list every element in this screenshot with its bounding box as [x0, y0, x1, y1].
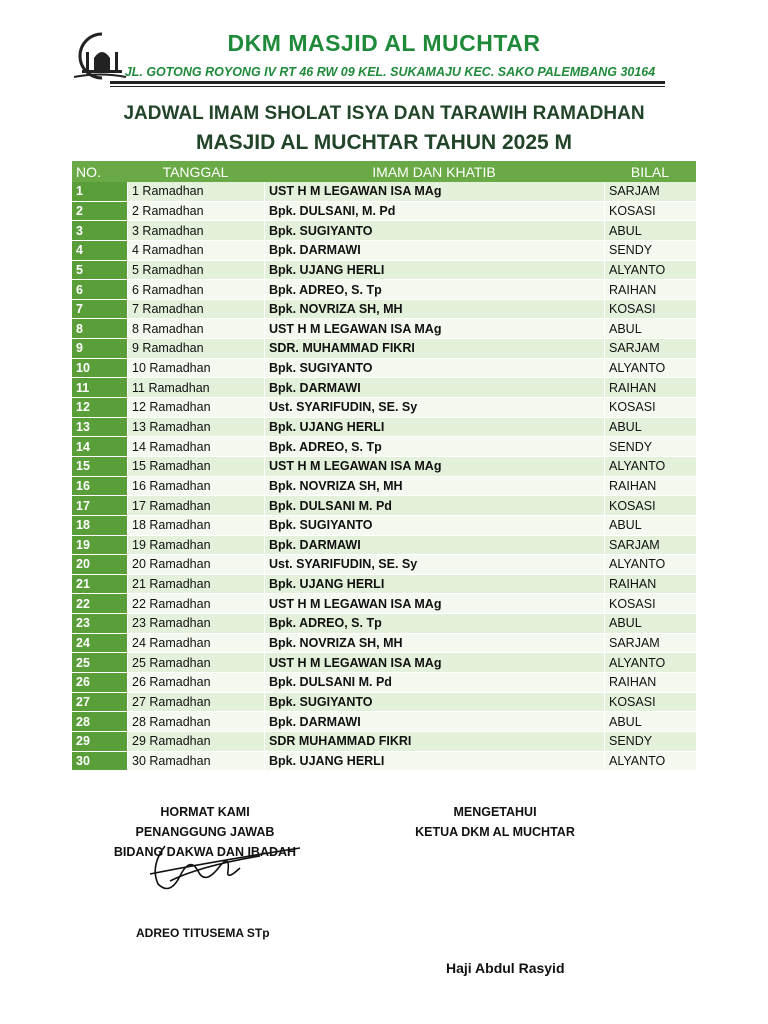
table-row	[72, 634, 696, 654]
table-row	[72, 653, 696, 673]
signature-block-right	[395, 802, 595, 842]
imam-cell: UST H M LEGAWAN ISA MAg	[264, 319, 604, 339]
imam-cell: Bpk. SUGIYANTO	[264, 516, 604, 536]
imam-cell: Bpk. UJANG HERLI	[264, 261, 604, 281]
table-row	[72, 536, 696, 556]
date-cell: 7 Ramadhan	[127, 300, 264, 320]
row-number-cell: 27	[72, 693, 127, 713]
row-number-cell: 25	[72, 653, 127, 673]
bilal-cell: RAIHAN	[604, 575, 696, 595]
bilal-cell: SARJAM	[604, 339, 696, 359]
header-rule-thin	[110, 86, 665, 87]
imam-cell: UST H M LEGAWAN ISA MAg	[264, 457, 604, 477]
header-rule-thick	[110, 81, 665, 84]
bilal-cell: SENDY	[604, 732, 696, 752]
imam-cell: Bpk. DARMAWI	[264, 241, 604, 261]
date-cell: 22 Ramadhan	[127, 594, 264, 614]
imam-cell: Bpk. SUGIYANTO	[264, 359, 604, 379]
greeting-text: HORMAT KAMI	[160, 805, 250, 819]
table-header-row	[72, 161, 696, 182]
bilal-cell: RAIHAN	[604, 280, 696, 300]
date-cell: 20 Ramadhan	[127, 555, 264, 575]
table-row	[72, 673, 696, 693]
date-cell: 2 Ramadhan	[127, 202, 264, 222]
date-cell: 8 Ramadhan	[127, 319, 264, 339]
bilal-cell: ABUL	[604, 418, 696, 438]
column-header-imam: IMAM DAN KHATIB	[264, 161, 604, 182]
imam-cell: Bpk. NOVRIZA SH, MH	[264, 634, 604, 654]
date-cell: 5 Ramadhan	[127, 261, 264, 281]
imam-cell: Bpk. NOVRIZA SH, MH	[264, 300, 604, 320]
row-number-cell: 10	[72, 359, 127, 379]
table-row	[72, 378, 696, 398]
row-number-cell: 1	[72, 182, 127, 202]
row-number-cell: 29	[72, 732, 127, 752]
row-number-cell: 17	[72, 496, 127, 516]
bilal-cell: KOSASI	[604, 594, 696, 614]
bilal-cell: ALYANTO	[604, 261, 696, 281]
date-cell: 23 Ramadhan	[127, 614, 264, 634]
column-header-bilal: BILAL	[604, 161, 696, 182]
date-cell: 16 Ramadhan	[127, 477, 264, 497]
imam-cell: Bpk. DULSANI M. Pd	[264, 673, 604, 693]
acknowledgement-text: MENGETAHUI	[453, 805, 537, 819]
table-row	[72, 261, 696, 281]
bilal-cell: ALYANTO	[604, 359, 696, 379]
table-row	[72, 555, 696, 575]
bilal-cell: SENDY	[604, 241, 696, 261]
bilal-cell: RAIHAN	[604, 477, 696, 497]
table-row	[72, 202, 696, 222]
date-cell: 11 Ramadhan	[127, 378, 264, 398]
signer-department: BIDANG DAKWA DAN IBADAH	[113, 845, 297, 859]
imam-cell: Ust. SYARIFUDIN, SE. Sy	[264, 555, 604, 575]
date-cell: 6 Ramadhan	[127, 280, 264, 300]
imam-cell: Bpk. ADREO, S. Tp	[264, 437, 604, 457]
row-number-cell: 4	[72, 241, 127, 261]
row-number-cell: 28	[72, 712, 127, 732]
table-row	[72, 182, 696, 202]
bilal-cell: SARJAM	[604, 182, 696, 202]
imam-cell: SDR MUHAMMAD FIKRI	[264, 732, 604, 752]
date-cell: 24 Ramadhan	[127, 634, 264, 654]
row-number-cell: 16	[72, 477, 127, 497]
row-number-cell: 22	[72, 594, 127, 614]
signer-name-right: Haji Abdul Rasyid	[446, 960, 565, 976]
signer-name-left: ADREO TITUSEMA STp	[136, 926, 270, 940]
bilal-cell: KOSASI	[604, 300, 696, 320]
table-row	[72, 732, 696, 752]
row-number-cell: 30	[72, 752, 127, 772]
date-cell: 18 Ramadhan	[127, 516, 264, 536]
row-number-cell: 6	[72, 280, 127, 300]
imam-cell: SDR. MUHAMMAD FIKRI	[264, 339, 604, 359]
organization-name: DKM MASJID AL MUCHTAR	[227, 30, 541, 56]
imam-cell: UST H M LEGAWAN ISA MAg	[264, 182, 604, 202]
document-subtitle: MASJID AL MUCHTAR TAHUN 2025 M	[195, 131, 573, 154]
bilal-cell: KOSASI	[604, 496, 696, 516]
table-row	[72, 594, 696, 614]
imam-cell: Ust. SYARIFUDIN, SE. Sy	[264, 398, 604, 418]
row-number-cell: 14	[72, 437, 127, 457]
table-row	[72, 575, 696, 595]
imam-cell: Bpk. DARMAWI	[264, 712, 604, 732]
signer-role: PENANGGUNG JAWAB	[135, 825, 275, 839]
date-cell: 14 Ramadhan	[127, 437, 264, 457]
bilal-cell: RAIHAN	[604, 378, 696, 398]
bilal-cell: ABUL	[604, 319, 696, 339]
table-row	[72, 221, 696, 241]
date-cell: 19 Ramadhan	[127, 536, 264, 556]
date-cell: 3 Ramadhan	[127, 221, 264, 241]
date-cell: 9 Ramadhan	[127, 339, 264, 359]
table-row	[72, 752, 696, 772]
imam-cell: Bpk. UJANG HERLI	[264, 752, 604, 772]
bilal-cell: KOSASI	[604, 202, 696, 222]
row-number-cell: 18	[72, 516, 127, 536]
chairman-title: KETUA DKM AL MUCHTAR	[415, 825, 575, 839]
row-number-cell: 21	[72, 575, 127, 595]
bilal-cell: ALYANTO	[604, 752, 696, 772]
date-cell: 28 Ramadhan	[127, 712, 264, 732]
column-header-date: TANGGAL	[127, 161, 264, 182]
row-number-cell: 7	[72, 300, 127, 320]
date-cell: 10 Ramadhan	[127, 359, 264, 379]
table-row	[72, 516, 696, 536]
table-row	[72, 319, 696, 339]
imam-cell: Bpk. DARMAWI	[264, 536, 604, 556]
row-number-cell: 2	[72, 202, 127, 222]
date-cell: 13 Ramadhan	[127, 418, 264, 438]
document-title: JADWAL IMAM SHOLAT ISYA DAN TARAWIH RAMADHAN	[123, 103, 645, 124]
date-cell: 12 Ramadhan	[127, 398, 264, 418]
bilal-cell: KOSASI	[604, 398, 696, 418]
imam-cell: Bpk. UJANG HERLI	[264, 418, 604, 438]
schedule-body	[72, 182, 696, 771]
row-number-cell: 5	[72, 261, 127, 281]
table-row	[72, 457, 696, 477]
table-row	[72, 280, 696, 300]
date-cell: 27 Ramadhan	[127, 693, 264, 713]
table-row	[72, 241, 696, 261]
schedule-table	[72, 161, 696, 771]
bilal-cell: RAIHAN	[604, 673, 696, 693]
bilal-cell: SARJAM	[604, 634, 696, 654]
bilal-cell: KOSASI	[604, 693, 696, 713]
date-cell: 4 Ramadhan	[127, 241, 264, 261]
imam-cell: UST H M LEGAWAN ISA MAg	[264, 653, 604, 673]
date-cell: 30 Ramadhan	[127, 752, 264, 772]
imam-cell: Bpk. ADREO, S. Tp	[264, 614, 604, 634]
date-cell: 26 Ramadhan	[127, 673, 264, 693]
imam-cell: Bpk. DULSANI, M. Pd	[264, 202, 604, 222]
table-row	[72, 359, 696, 379]
row-number-cell: 13	[72, 418, 127, 438]
imam-cell: Bpk. ADREO, S. Tp	[264, 280, 604, 300]
bilal-cell: ALYANTO	[604, 653, 696, 673]
date-cell: 17 Ramadhan	[127, 496, 264, 516]
imam-cell: UST H M LEGAWAN ISA MAg	[264, 594, 604, 614]
table-row	[72, 477, 696, 497]
row-number-cell: 20	[72, 555, 127, 575]
bilal-cell: ABUL	[604, 712, 696, 732]
table-row	[72, 437, 696, 457]
date-cell: 25 Ramadhan	[127, 653, 264, 673]
row-number-cell: 19	[72, 536, 127, 556]
table-row	[72, 693, 696, 713]
bilal-cell: ALYANTO	[604, 555, 696, 575]
date-cell: 29 Ramadhan	[127, 732, 264, 752]
table-row	[72, 300, 696, 320]
handwritten-signature	[110, 826, 310, 906]
imam-cell: Bpk. SUGIYANTO	[264, 221, 604, 241]
column-header-no: NO.	[72, 161, 127, 182]
bilal-cell: ABUL	[604, 516, 696, 536]
row-number-cell: 11	[72, 378, 127, 398]
table-row	[72, 712, 696, 732]
bilal-cell: SARJAM	[604, 536, 696, 556]
row-number-cell: 8	[72, 319, 127, 339]
imam-cell: Bpk. DULSANI M. Pd	[264, 496, 604, 516]
bilal-cell: SENDY	[604, 437, 696, 457]
imam-cell: Bpk. UJANG HERLI	[264, 575, 604, 595]
row-number-cell: 26	[72, 673, 127, 693]
letterhead	[0, 0, 768, 90]
row-number-cell: 12	[72, 398, 127, 418]
imam-cell: Bpk. SUGIYANTO	[264, 693, 604, 713]
table-row	[72, 339, 696, 359]
date-cell: 21 Ramadhan	[127, 575, 264, 595]
date-cell: 15 Ramadhan	[127, 457, 264, 477]
row-number-cell: 3	[72, 221, 127, 241]
row-number-cell: 9	[72, 339, 127, 359]
table-row	[72, 496, 696, 516]
bilal-cell: ABUL	[604, 221, 696, 241]
table-row	[72, 418, 696, 438]
table-row	[72, 398, 696, 418]
organization-address: JL. GOTONG ROYONG IV RT 46 RW 09 KEL. SUKAMAJU KEC. SAKO PALEMBANG 30164	[124, 65, 656, 79]
row-number-cell: 15	[72, 457, 127, 477]
date-cell: 1 Ramadhan	[127, 182, 264, 202]
bilal-cell: ALYANTO	[604, 457, 696, 477]
bilal-cell: ABUL	[604, 614, 696, 634]
row-number-cell: 23	[72, 614, 127, 634]
row-number-cell: 24	[72, 634, 127, 654]
table-row	[72, 614, 696, 634]
imam-cell: Bpk. DARMAWI	[264, 378, 604, 398]
imam-cell: Bpk. NOVRIZA SH, MH	[264, 477, 604, 497]
